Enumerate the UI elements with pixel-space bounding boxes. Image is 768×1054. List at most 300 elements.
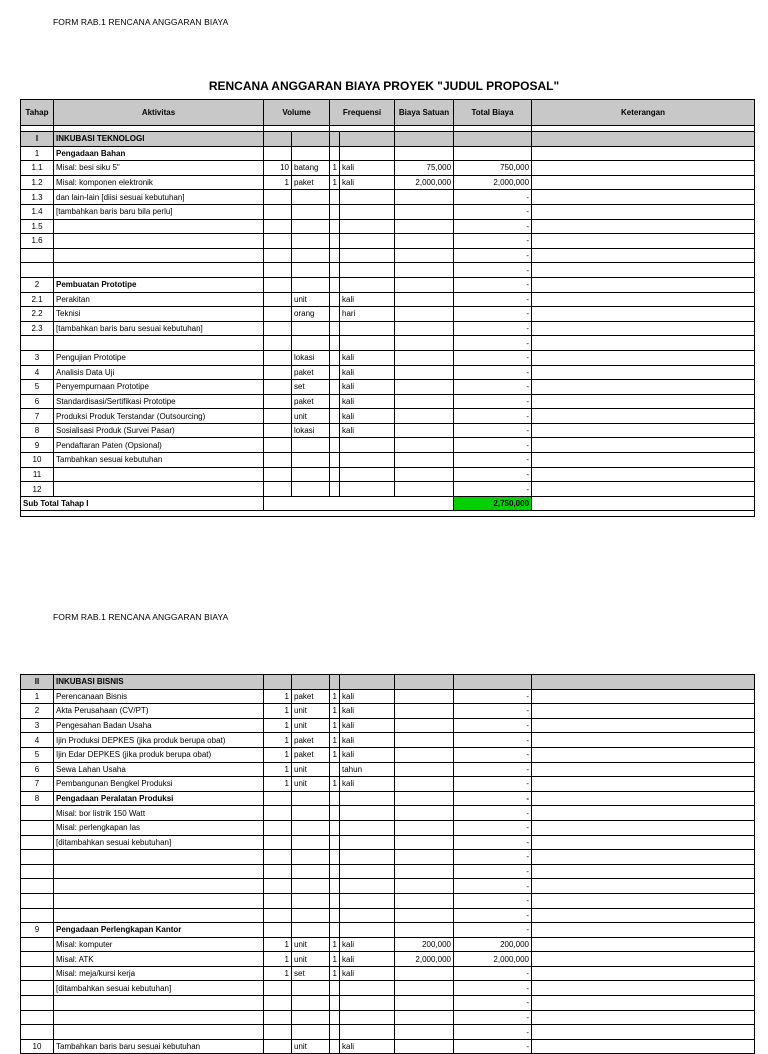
cell-aktivitas: Produksi Produk Terstandar (Outsourcing) bbox=[54, 409, 264, 424]
cell-frequensi-unit: tahun bbox=[340, 762, 395, 777]
cell-tahap: 4 bbox=[21, 365, 54, 380]
cell-frequensi bbox=[330, 1010, 340, 1025]
cell-aktivitas: Misal: ATK bbox=[54, 952, 264, 967]
section-name: INKUBASI BISNIS bbox=[54, 675, 264, 690]
cell-frequensi bbox=[330, 307, 340, 322]
cell-total-biaya: - bbox=[454, 864, 532, 879]
cell-volume-unit bbox=[292, 908, 330, 923]
cell-volume bbox=[264, 482, 292, 497]
cell-biaya-satuan bbox=[395, 204, 454, 219]
cell-keterangan bbox=[532, 996, 755, 1011]
cell-aktivitas bbox=[54, 1025, 264, 1040]
cell-frequensi bbox=[330, 190, 340, 205]
cell-aktivitas: Teknisi bbox=[54, 307, 264, 322]
section-vol-num bbox=[264, 132, 292, 147]
cell-frequensi bbox=[330, 850, 340, 865]
cell-biaya-satuan bbox=[395, 996, 454, 1011]
table-row bbox=[21, 966, 755, 981]
cell-tahap bbox=[21, 879, 54, 894]
cell-aktivitas: Misal: perlengkapan las bbox=[54, 820, 264, 835]
cell-frequensi bbox=[330, 864, 340, 879]
cell-total-biaya: - bbox=[454, 467, 532, 482]
cell-frequensi-unit: kali bbox=[340, 161, 395, 176]
cell-biaya-satuan bbox=[395, 835, 454, 850]
cell-aktivitas bbox=[54, 864, 264, 879]
cell-keterangan bbox=[532, 981, 755, 996]
section-unit-cost bbox=[395, 132, 454, 147]
section-header-row bbox=[21, 132, 755, 147]
cell-frequensi bbox=[330, 292, 340, 307]
table-row bbox=[21, 733, 755, 748]
subtotal-notes bbox=[532, 496, 755, 511]
table-row bbox=[21, 747, 755, 762]
cell-volume-unit bbox=[292, 820, 330, 835]
cell-aktivitas: Sosialisasi Produk (Survei Pasar) bbox=[54, 423, 264, 438]
header-tahap: Tahap bbox=[21, 100, 54, 126]
cell-keterangan bbox=[532, 850, 755, 865]
cell-volume-unit: paket bbox=[292, 175, 330, 190]
cell-biaya-satuan bbox=[395, 966, 454, 981]
cell-volume-unit bbox=[292, 806, 330, 821]
cell-frequensi-unit bbox=[340, 219, 395, 234]
cell-biaya-satuan bbox=[395, 277, 454, 292]
table-row bbox=[21, 350, 755, 365]
cell-biaya-satuan bbox=[395, 1039, 454, 1054]
section-notes bbox=[532, 132, 755, 147]
cell-frequensi bbox=[330, 762, 340, 777]
cell-aktivitas: Pembangunan Bengkel Produksi bbox=[54, 777, 264, 792]
cell-frequensi: 1 bbox=[330, 161, 340, 176]
cell-keterangan bbox=[532, 806, 755, 821]
table-row bbox=[21, 981, 755, 996]
cell-keterangan bbox=[532, 908, 755, 923]
subtotal-blank bbox=[264, 496, 454, 511]
cell-keterangan bbox=[532, 292, 755, 307]
section-freq-unit bbox=[340, 132, 395, 147]
table-row bbox=[21, 307, 755, 322]
cell-frequensi bbox=[330, 438, 340, 453]
cell-aktivitas: Misal: bor listrik 150 Watt bbox=[54, 806, 264, 821]
cell-frequensi-unit bbox=[340, 263, 395, 278]
cell-volume-unit bbox=[292, 234, 330, 249]
table-row bbox=[21, 380, 755, 395]
cell-aktivitas bbox=[54, 248, 264, 263]
cell-volume-unit: unit bbox=[292, 777, 330, 792]
cell-keterangan bbox=[532, 937, 755, 952]
cell-total-biaya: - bbox=[454, 307, 532, 322]
cell-volume-unit bbox=[292, 893, 330, 908]
cell-total-biaya: - bbox=[454, 777, 532, 792]
cell-volume-unit: paket bbox=[292, 689, 330, 704]
cell-frequensi bbox=[330, 1025, 340, 1040]
section-freq-num bbox=[330, 675, 340, 690]
cell-volume: 1 bbox=[264, 704, 292, 719]
cell-frequensi bbox=[330, 248, 340, 263]
cell-keterangan bbox=[532, 820, 755, 835]
cell-total-biaya: - bbox=[454, 791, 532, 806]
cell-keterangan bbox=[532, 762, 755, 777]
cell-biaya-satuan bbox=[395, 380, 454, 395]
cell-aktivitas: Tambahkan sesuai kebutuhan bbox=[54, 453, 264, 468]
cell-aktivitas bbox=[54, 908, 264, 923]
cell-frequensi bbox=[330, 423, 340, 438]
cell-tahap: 10 bbox=[21, 453, 54, 468]
cell-aktivitas bbox=[54, 879, 264, 894]
cell-biaya-satuan: 2,000,000 bbox=[395, 952, 454, 967]
cell-keterangan bbox=[532, 689, 755, 704]
cell-frequensi-unit: kali bbox=[340, 380, 395, 395]
cell-biaya-satuan bbox=[395, 850, 454, 865]
cell-keterangan bbox=[532, 482, 755, 497]
cell-volume-unit bbox=[292, 996, 330, 1011]
cell-total-biaya: - bbox=[454, 453, 532, 468]
cell-keterangan bbox=[532, 380, 755, 395]
table-row bbox=[21, 879, 755, 894]
cell-volume bbox=[264, 981, 292, 996]
cell-volume bbox=[264, 263, 292, 278]
cell-tahap: 3 bbox=[21, 350, 54, 365]
cell-frequensi-unit: hari bbox=[340, 307, 395, 322]
cell-frequensi bbox=[330, 263, 340, 278]
cell-volume bbox=[264, 1010, 292, 1025]
cell-tahap: 4 bbox=[21, 733, 54, 748]
cell-volume bbox=[264, 380, 292, 395]
cell-frequensi bbox=[330, 981, 340, 996]
table-row bbox=[21, 190, 755, 205]
cell-volume bbox=[264, 864, 292, 879]
cell-frequensi bbox=[330, 1039, 340, 1054]
cell-frequensi-unit bbox=[340, 277, 395, 292]
cell-frequensi-unit: kali bbox=[340, 718, 395, 733]
cell-biaya-satuan bbox=[395, 923, 454, 938]
cell-total-biaya: - bbox=[454, 806, 532, 821]
table-row bbox=[21, 263, 755, 278]
cell-volume-unit: paket bbox=[292, 747, 330, 762]
cell-tahap: 1.4 bbox=[21, 204, 54, 219]
cell-tahap: 3 bbox=[21, 718, 54, 733]
cell-biaya-satuan bbox=[395, 893, 454, 908]
table-row bbox=[21, 850, 755, 865]
cell-frequensi-unit bbox=[340, 879, 395, 894]
cell-volume bbox=[264, 820, 292, 835]
cell-biaya-satuan bbox=[395, 689, 454, 704]
cell-frequensi-unit bbox=[340, 467, 395, 482]
cell-volume-unit bbox=[292, 835, 330, 850]
cell-biaya-satuan bbox=[395, 234, 454, 249]
cell-tahap: 1.3 bbox=[21, 190, 54, 205]
cell-volume bbox=[264, 438, 292, 453]
cell-tahap: 5 bbox=[21, 747, 54, 762]
cell-frequensi: 1 bbox=[330, 777, 340, 792]
cell-aktivitas: [tambahkan baris baru sesuai kebutuhan] bbox=[54, 321, 264, 336]
cell-total-biaya: - bbox=[454, 704, 532, 719]
table-row bbox=[21, 1025, 755, 1040]
cell-volume-unit: lokasi bbox=[292, 423, 330, 438]
table-row bbox=[21, 1010, 755, 1025]
cell-keterangan bbox=[532, 1039, 755, 1054]
cell-aktivitas: dan lain-lain [diisi sesuai kebutuhan] bbox=[54, 190, 264, 205]
cell-tahap: 9 bbox=[21, 923, 54, 938]
cell-volume bbox=[264, 307, 292, 322]
table-row bbox=[21, 908, 755, 923]
cell-frequensi-unit: kali bbox=[340, 1039, 395, 1054]
cell-volume-unit: batang bbox=[292, 161, 330, 176]
table-row bbox=[21, 467, 755, 482]
cell-biaya-satuan bbox=[395, 292, 454, 307]
cell-volume-unit bbox=[292, 219, 330, 234]
cell-frequensi bbox=[330, 908, 340, 923]
cell-tahap bbox=[21, 248, 54, 263]
cell-tahap bbox=[21, 850, 54, 865]
cell-total-biaya: - bbox=[454, 380, 532, 395]
cell-frequensi-unit bbox=[340, 336, 395, 351]
cell-frequensi-unit bbox=[340, 791, 395, 806]
cell-total-biaya: - bbox=[454, 350, 532, 365]
cell-biaya-satuan bbox=[395, 394, 454, 409]
cell-volume-unit bbox=[292, 146, 330, 161]
cell-tahap: 1.6 bbox=[21, 234, 54, 249]
cell-biaya-satuan bbox=[395, 791, 454, 806]
cell-frequensi-unit bbox=[340, 908, 395, 923]
cell-volume: 1 bbox=[264, 689, 292, 704]
cell-biaya-satuan bbox=[395, 820, 454, 835]
cell-aktivitas: Pengujian Prototipe bbox=[54, 350, 264, 365]
cell-total-biaya: - bbox=[454, 835, 532, 850]
table-row bbox=[21, 204, 755, 219]
cell-total-biaya: - bbox=[454, 482, 532, 497]
cell-keterangan bbox=[532, 277, 755, 292]
cell-total-biaya: 750,000 bbox=[454, 161, 532, 176]
cell-biaya-satuan: 200,000 bbox=[395, 937, 454, 952]
cell-volume bbox=[264, 277, 292, 292]
cell-tahap bbox=[21, 864, 54, 879]
cell-volume bbox=[264, 146, 292, 161]
cell-volume-unit: unit bbox=[292, 762, 330, 777]
cell-tahap: 12 bbox=[21, 482, 54, 497]
cell-total-biaya: - bbox=[454, 966, 532, 981]
cell-frequensi bbox=[330, 791, 340, 806]
cell-frequensi-unit: kali bbox=[340, 350, 395, 365]
cell-frequensi-unit: kali bbox=[340, 937, 395, 952]
table-row bbox=[21, 292, 755, 307]
cell-keterangan bbox=[532, 966, 755, 981]
cell-frequensi bbox=[330, 365, 340, 380]
cell-biaya-satuan bbox=[395, 467, 454, 482]
cell-keterangan bbox=[532, 1025, 755, 1040]
table-row bbox=[21, 438, 755, 453]
table-row bbox=[21, 864, 755, 879]
cell-biaya-satuan bbox=[395, 806, 454, 821]
table-row bbox=[21, 482, 755, 497]
cell-volume bbox=[264, 791, 292, 806]
cell-total-biaya: - bbox=[454, 219, 532, 234]
cell-total-biaya: - bbox=[454, 908, 532, 923]
section-vol-unit bbox=[292, 132, 330, 147]
cell-keterangan bbox=[532, 190, 755, 205]
table-row bbox=[21, 409, 755, 424]
cell-volume-unit bbox=[292, 850, 330, 865]
cell-frequensi bbox=[330, 380, 340, 395]
cell-frequensi bbox=[330, 453, 340, 468]
cell-frequensi-unit: kali bbox=[340, 777, 395, 792]
section-number: II bbox=[21, 675, 54, 690]
cell-biaya-satuan bbox=[395, 733, 454, 748]
table-row bbox=[21, 336, 755, 351]
cell-tahap: 10 bbox=[21, 1039, 54, 1054]
section-total-cost bbox=[454, 675, 532, 690]
cell-volume-unit: orang bbox=[292, 307, 330, 322]
section-notes bbox=[532, 675, 755, 690]
cell-volume: 10 bbox=[264, 161, 292, 176]
form-label-top: FORM RAB.1 RENCANA ANGGARAN BIAYA bbox=[53, 17, 229, 27]
cell-frequensi bbox=[330, 277, 340, 292]
table-row bbox=[21, 791, 755, 806]
cell-frequensi bbox=[330, 234, 340, 249]
cell-volume-unit bbox=[292, 981, 330, 996]
cell-aktivitas bbox=[54, 234, 264, 249]
cell-frequensi-unit bbox=[340, 981, 395, 996]
cell-frequensi-unit: kali bbox=[340, 966, 395, 981]
cell-biaya-satuan bbox=[395, 365, 454, 380]
cell-biaya-satuan bbox=[395, 321, 454, 336]
cell-aktivitas: Perencanaan Bisnis bbox=[54, 689, 264, 704]
cell-biaya-satuan bbox=[395, 307, 454, 322]
cell-frequensi bbox=[330, 321, 340, 336]
cell-volume-unit bbox=[292, 791, 330, 806]
table-header-row bbox=[21, 100, 755, 126]
cell-frequensi-unit bbox=[340, 190, 395, 205]
table-row bbox=[21, 321, 755, 336]
cell-total-biaya: - bbox=[454, 394, 532, 409]
cell-tahap: 7 bbox=[21, 409, 54, 424]
cell-frequensi-unit bbox=[340, 835, 395, 850]
cell-frequensi-unit bbox=[340, 820, 395, 835]
cell-total-biaya: 2,000,000 bbox=[454, 175, 532, 190]
cell-tahap bbox=[21, 966, 54, 981]
cell-frequensi-unit: kali bbox=[340, 175, 395, 190]
cell-tahap bbox=[21, 981, 54, 996]
cell-keterangan bbox=[532, 453, 755, 468]
cell-keterangan bbox=[532, 204, 755, 219]
section-number: I bbox=[21, 132, 54, 147]
cell-volume-unit: unit bbox=[292, 409, 330, 424]
cell-aktivitas: Pengadaan Bahan bbox=[54, 146, 264, 161]
cell-volume-unit: unit bbox=[292, 1039, 330, 1054]
cell-volume: 1 bbox=[264, 733, 292, 748]
cell-frequensi bbox=[330, 467, 340, 482]
cell-keterangan bbox=[532, 777, 755, 792]
cell-frequensi: 1 bbox=[330, 175, 340, 190]
cell-total-biaya: 200,000 bbox=[454, 937, 532, 952]
cell-volume-unit bbox=[292, 879, 330, 894]
cell-volume bbox=[264, 467, 292, 482]
table-row bbox=[21, 718, 755, 733]
cell-volume bbox=[264, 219, 292, 234]
cell-tahap bbox=[21, 952, 54, 967]
cell-aktivitas bbox=[54, 482, 264, 497]
cell-frequensi-unit: kali bbox=[340, 733, 395, 748]
cell-aktivitas: Pengesahan Badan Usaha bbox=[54, 718, 264, 733]
cell-volume-unit bbox=[292, 1010, 330, 1025]
cell-keterangan bbox=[532, 175, 755, 190]
cell-tahap bbox=[21, 820, 54, 835]
cell-volume-unit bbox=[292, 864, 330, 879]
cell-tahap bbox=[21, 835, 54, 850]
cell-volume-unit bbox=[292, 482, 330, 497]
cell-keterangan bbox=[532, 718, 755, 733]
cell-frequensi bbox=[330, 893, 340, 908]
header-frequensi: Frequensi bbox=[330, 100, 395, 126]
cell-volume-unit bbox=[292, 263, 330, 278]
cell-aktivitas: Misal: meja/kursi kerja bbox=[54, 966, 264, 981]
cell-frequensi-unit: kali bbox=[340, 423, 395, 438]
cell-volume: 1 bbox=[264, 718, 292, 733]
cell-tahap: 1.2 bbox=[21, 175, 54, 190]
cell-keterangan bbox=[532, 394, 755, 409]
cell-aktivitas bbox=[54, 893, 264, 908]
cell-biaya-satuan bbox=[395, 908, 454, 923]
cell-keterangan bbox=[532, 234, 755, 249]
cell-total-biaya: - bbox=[454, 248, 532, 263]
cell-keterangan bbox=[532, 307, 755, 322]
cell-tahap bbox=[21, 996, 54, 1011]
cell-biaya-satuan bbox=[395, 219, 454, 234]
cell-total-biaya: - bbox=[454, 234, 532, 249]
cell-total-biaya: - bbox=[454, 365, 532, 380]
cell-biaya-satuan bbox=[395, 409, 454, 424]
section-vol-unit bbox=[292, 675, 330, 690]
cell-frequensi: 1 bbox=[330, 966, 340, 981]
cell-aktivitas: Standardisasi/Sertifikasi Prototipe bbox=[54, 394, 264, 409]
cell-volume-unit: unit bbox=[292, 937, 330, 952]
cell-aktivitas: Misal: besi siku 5" bbox=[54, 161, 264, 176]
cell-aktivitas: Misal: komponen elektronik bbox=[54, 175, 264, 190]
table-row bbox=[21, 277, 755, 292]
cell-aktivitas bbox=[54, 467, 264, 482]
cell-tahap: 6 bbox=[21, 394, 54, 409]
cell-tahap: 2 bbox=[21, 704, 54, 719]
cell-biaya-satuan bbox=[395, 1025, 454, 1040]
table-row bbox=[21, 820, 755, 835]
cell-volume-unit: set bbox=[292, 966, 330, 981]
cell-frequensi bbox=[330, 219, 340, 234]
cell-biaya-satuan: 75,000 bbox=[395, 161, 454, 176]
cell-total-biaya: - bbox=[454, 1025, 532, 1040]
table-row bbox=[21, 146, 755, 161]
cell-volume: 1 bbox=[264, 777, 292, 792]
cell-frequensi bbox=[330, 835, 340, 850]
table-row bbox=[21, 175, 755, 190]
cell-tahap: 5 bbox=[21, 380, 54, 395]
table-row bbox=[21, 777, 755, 792]
table-row bbox=[21, 234, 755, 249]
cell-frequensi-unit bbox=[340, 438, 395, 453]
cell-tahap: 1.5 bbox=[21, 219, 54, 234]
cell-total-biaya bbox=[454, 146, 532, 161]
cell-volume: 1 bbox=[264, 747, 292, 762]
cell-aktivitas: [ditambahkan sesuai kebutuhan] bbox=[54, 835, 264, 850]
cell-volume bbox=[264, 1025, 292, 1040]
header-aktivitas: Aktivitas bbox=[54, 100, 264, 126]
footer-spacer-row bbox=[21, 511, 755, 517]
table-row bbox=[21, 365, 755, 380]
cell-keterangan bbox=[532, 864, 755, 879]
cell-frequensi bbox=[330, 482, 340, 497]
page-title: RENCANA ANGGARAN BIAYA PROYEK "JUDUL PROPOSAL" bbox=[208, 79, 560, 93]
cell-total-biaya: - bbox=[454, 277, 532, 292]
cell-biaya-satuan bbox=[395, 453, 454, 468]
cell-keterangan bbox=[532, 733, 755, 748]
